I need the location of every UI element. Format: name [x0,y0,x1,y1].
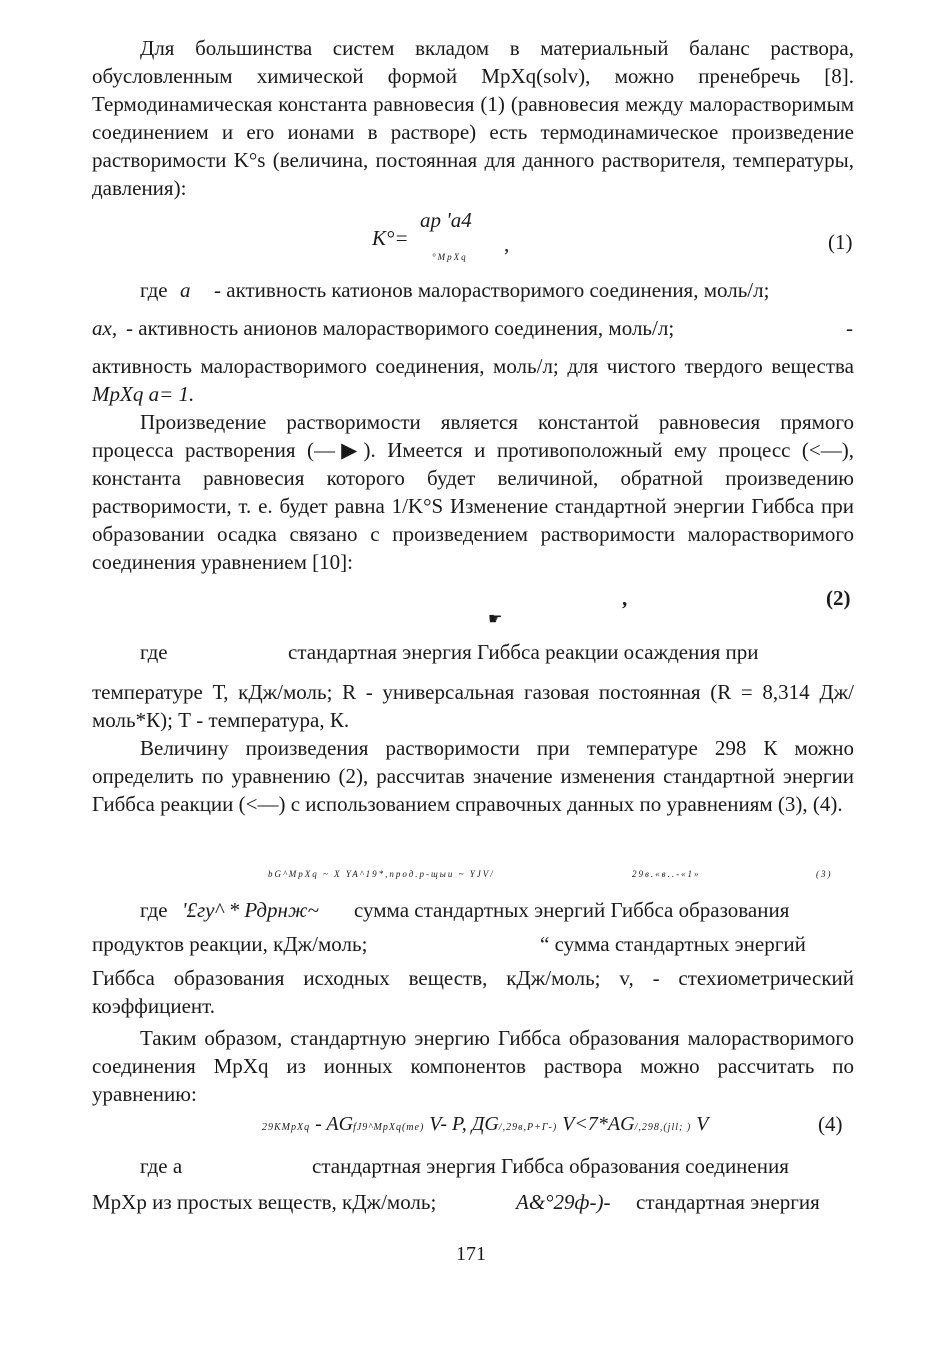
where1-line3-text: активность малорастворимого соединения, моль/л; для чистого твердого вещества [92,354,854,378]
where3-garble: '£гу^ * Рдрнж~ [182,898,319,922]
equation-4-sub3: /,29в,Р+Г-) [498,1122,558,1133]
equation-1-numerator: ap 'a4 [420,208,472,232]
equation-4-part4: V<7*AG [562,1113,635,1135]
equation-1-number: (1) [828,230,853,254]
equation-4-sub1: fJ9^MpXq(me) [353,1122,425,1133]
where3-text2a: продуктов реакции, кДж/моль; [92,932,368,956]
where4-line2a: МрХр из простых веществ, кДж/моль; [92,1190,437,1214]
equation-4-number: (4) [818,1112,843,1136]
equation-4 [262,1110,708,1142]
where2-text: стандартная энергия Гиббса реакции осаждения при [288,640,759,664]
where1-line2-dash: - [846,316,853,340]
equation-2-comma: , [622,586,628,610]
where4-line2c: стандартная энергия [636,1190,820,1214]
where3-text2b: “ сумма стандартных энергий [540,932,806,956]
where4-prefix: где а [140,1154,183,1178]
paragraph-intro: Для большинства систем вкладом в материальный баланс раствора, обусловленным химической формой MpXq(solv), можно пренебречь [8]. Термодинамическая константа равновесия (1) (равновесия между малорастворимым соединением и его ионами в растворе) есть термодинамическое произведение растворимости K°s (величина, постоянная для данного растворителя, температуры, давления): [92,36,854,200]
where3-text1: сумма стандартных энергий Гиббса образования [354,898,790,922]
equation-4-part2: V- P, [429,1113,467,1135]
paragraph-ionic: Таким образом, стандартную энергию Гиббса образования малорастворимого соединения MpXq из ионных компонентов раствора можно рассчитать по уравнению: [92,1026,854,1106]
equation-2-mark: ☛ [488,611,503,628]
equation-4-part3: ДG [471,1113,499,1135]
where3-prefix: где [140,898,168,922]
paragraph-calculation: Величину произведения растворимости при температуре 298 К можно определить по уравнению (2), рассчитав значение изменения стандартной энергии Гиббса реакции (<—) с использованием справочных данных по уравнениям (3), (4). [92,736,854,816]
equation-4-lhs: 29KMpXq [262,1122,311,1133]
equation-4-part5: V [696,1113,709,1135]
equation-2-number: (2) [826,586,851,610]
equation-3-number: (3) [816,869,833,879]
paragraph-solubility-product: Произведение растворимости является константой равновесия прямого процесса растворения (—▶). Имеется и противоположный ему процесс (<—), константа равновесия которого будет величиной, обратной произведению растворимости, т. е. будет равна 1/K°S Изменение стандартной энергии Гиббса при образовании осадка связано с произведением растворимости малорастворимого соединения уравнением [10]: [92,410,854,574]
where1-var-ax: ах, [92,316,118,340]
where1-line3-formula: MpXq a= 1. [92,382,195,406]
where4-text: стандартная энергия Гиббса образования соединения [312,1154,789,1178]
equation-4-sub4: /,298,(jll; ) [634,1122,692,1133]
where1-line1-text: - активность катионов малорастворимого соединения, моль/л; [214,278,770,302]
equation-1-comma: , [504,232,510,256]
where1-line2-text: - активность анионов малорастворимого соединения, моль/л; [126,316,675,340]
equation-1-lhs: К°= [372,226,409,250]
equation-3-text: bG^MpXq ~ X YA^19*,прод.р-щыи ~ YJV/ [268,869,495,879]
equation-3-mid: 29в.«в..-«1» [632,869,701,879]
where3-text3: Гиббса образования исходных веществ, кДж/моль; v, - стехиометрический коэффициент. [92,966,854,1018]
where1-var-a: а [180,278,191,302]
page-number: 171 [456,1243,486,1265]
where2-rest: температуре Т, кДж/моль; R - универсальная газовая постоянная (R = 8,314 Дж/моль*К); Т - температура, К. [92,680,854,732]
where2-prefix: где [140,640,168,664]
where1-prefix: где [140,278,168,302]
where1-line3 [92,352,854,408]
equation-1-denominator: °MpXq [432,252,468,262]
where4-line2b: A&°29ф-)- [516,1190,611,1214]
equation-4-part1: - AG [315,1113,354,1135]
